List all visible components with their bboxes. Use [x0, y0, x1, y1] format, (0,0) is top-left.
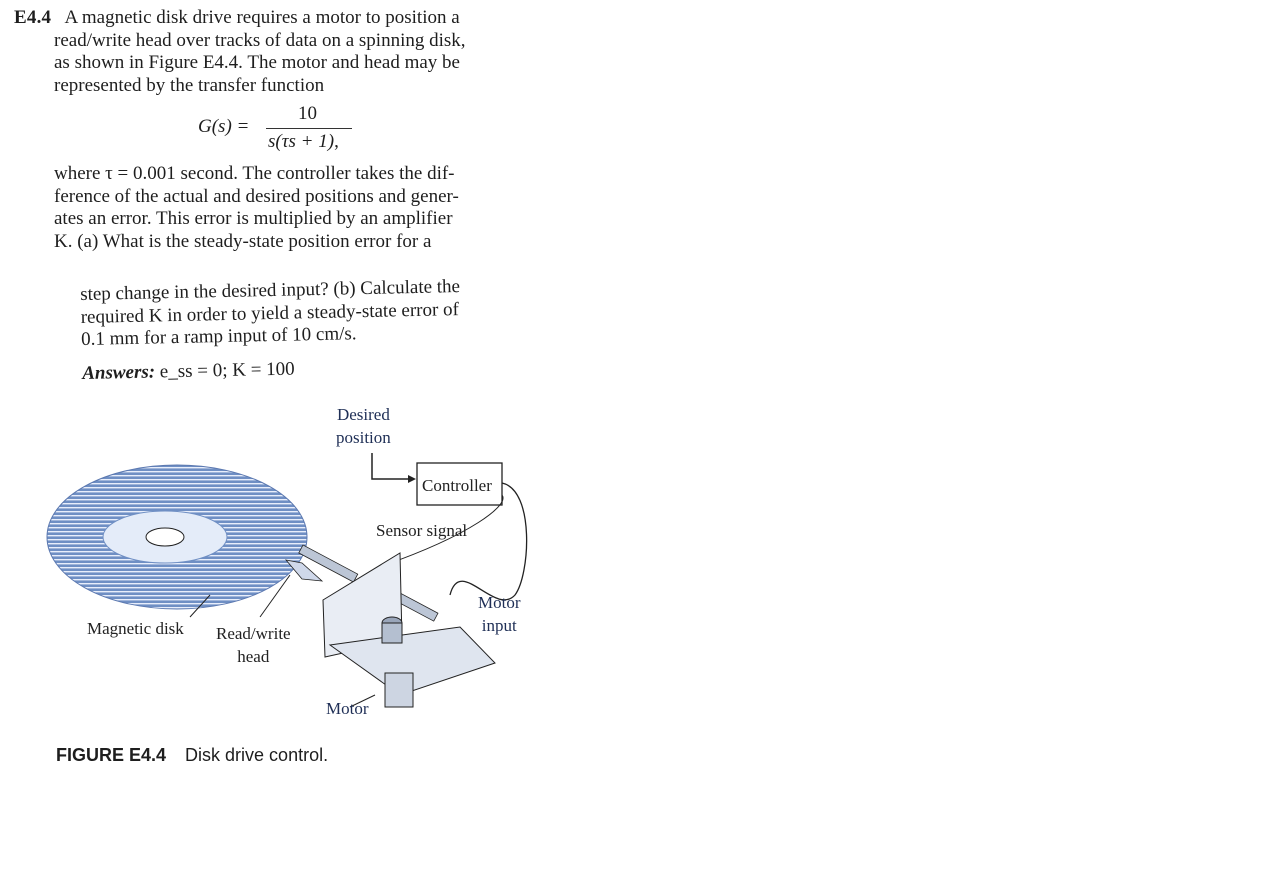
continued-line-2: required K in order to yield a steady-state error of	[80, 298, 460, 328]
equation-numerator: 10	[298, 103, 317, 124]
intro-line-1: E4.4 A magnetic disk drive requires a motor to position a	[14, 7, 460, 28]
motor-input-label: Motor input	[478, 593, 521, 635]
body-line-2: ference of the actual and desired positions and gener-	[54, 185, 459, 207]
problem-continued	[80, 274, 541, 351]
answers-text: e_ss = 0; K = 100	[159, 358, 295, 383]
intro-line-4: represented by the transfer function	[54, 74, 325, 96]
body-line-3: ates an error. This error is multiplied by an amplifier	[54, 208, 453, 229]
desired-arrow-head	[408, 475, 416, 483]
disk-spindle-hole	[146, 528, 184, 546]
motor-body	[385, 673, 413, 707]
equation-denominator-group	[268, 131, 339, 153]
caption-text: Disk drive control.	[185, 745, 329, 765]
body-line-1: where τ = 0.001 second. The controller takes the dif-	[54, 163, 455, 184]
continued-line-1: step change in the desired input? (b) Calculate the	[80, 276, 461, 305]
problem-body	[54, 163, 524, 253]
caption-number: FIGURE E4.4	[56, 745, 167, 765]
motor-label: Motor	[326, 699, 369, 718]
disk-drive-illustration	[40, 395, 560, 725]
desired-arrow-line	[372, 453, 408, 479]
equation-lhs: G(s) =	[198, 116, 250, 137]
intro-line-3: as shown in Figure E4.4. The motor and head may be	[54, 52, 460, 73]
answers	[82, 359, 295, 386]
figure-disk-drive	[40, 395, 560, 725]
controller-label: Controller	[422, 476, 492, 495]
problem-intro	[14, 7, 514, 97]
fraction-bar	[266, 128, 352, 129]
sensor-signal-label: Sensor signal	[376, 521, 468, 540]
continued-line-3: 0.1 mm for a ramp input of 10 cm/s.	[80, 323, 357, 350]
magnetic-disk-label: Magnetic disk	[87, 619, 184, 638]
answers-label: Answers:	[82, 361, 156, 384]
motor-shaft	[382, 623, 402, 643]
intro-line-2: read/write head over tracks of data on a spinning disk,	[54, 29, 466, 51]
read-write-head-label: Read/write head	[216, 624, 291, 666]
transfer-function-equation	[198, 103, 498, 153]
desired-position-label: Desired position	[336, 405, 391, 447]
problem-number: E4.4	[14, 7, 52, 28]
equation-trailing: ,	[334, 131, 339, 152]
figure-caption	[56, 745, 328, 766]
equation-denominator: s(τs + 1)	[268, 131, 335, 152]
body-line-4: K. (a) What is the steady-state position error for a	[54, 230, 432, 252]
